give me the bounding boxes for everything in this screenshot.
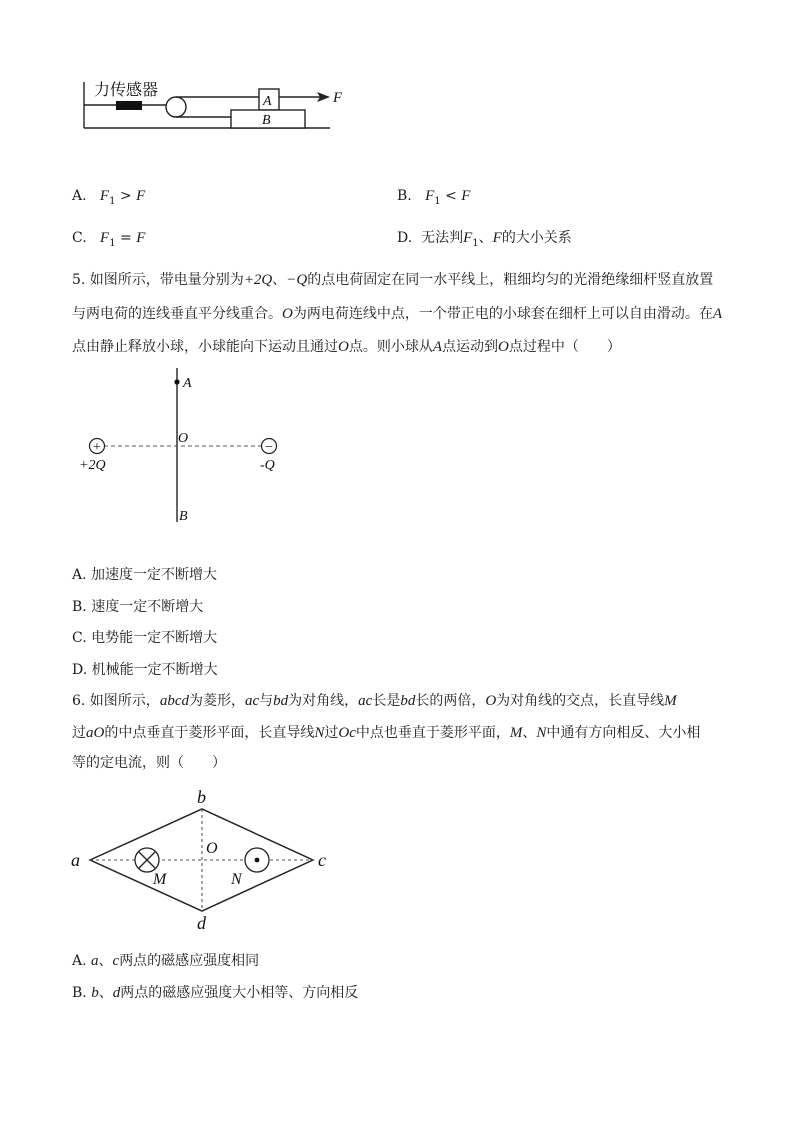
operator: >: [115, 188, 137, 204]
label-c: c: [318, 850, 326, 870]
pulley: [166, 97, 186, 117]
label-B: B: [179, 509, 188, 524]
text: 过: [324, 725, 339, 741]
charge-neg: −Q: [286, 272, 308, 288]
var: N: [314, 725, 325, 741]
var-F: F: [463, 230, 473, 246]
text: 、: [522, 725, 537, 741]
var: bd: [400, 693, 416, 709]
text: 为两电荷连线中点，一个带正电的小球套在细杆上可以自由滑动。在: [292, 306, 713, 322]
minus-sign: −: [265, 440, 273, 455]
plus-sign: +: [93, 440, 101, 455]
text: 长的两倍，: [415, 693, 486, 709]
text: 中通有方向相反、大小相: [546, 725, 701, 741]
option-text: 的大小关系: [501, 230, 572, 246]
q6-stem-line-2: [72, 723, 700, 743]
q4-option-b[interactable]: [397, 186, 470, 212]
option-text: 、: [478, 230, 493, 246]
label-A: A: [183, 376, 192, 391]
label-O: O: [206, 840, 218, 857]
option-letter: B.: [72, 985, 92, 1001]
var: M: [509, 725, 523, 741]
text: 点过程中（ ）: [508, 339, 621, 355]
text: 6. 如图所示，: [72, 693, 160, 709]
var: ac: [358, 693, 373, 709]
text: 中点也垂直于菱形平面，: [355, 725, 510, 741]
point-d: d: [112, 985, 121, 1001]
q5-stem-line-2: [72, 304, 722, 324]
q5-figure: [72, 362, 292, 530]
option-letter: A.: [72, 953, 92, 969]
text: 点运动到: [442, 339, 499, 355]
var-F: F: [100, 230, 110, 246]
text: 的中点垂直于菱形平面，长直导线: [104, 725, 315, 741]
point-b: b: [91, 985, 99, 1001]
point-a-dot: [174, 379, 179, 384]
var: abcd: [159, 693, 189, 709]
operator: <: [440, 188, 462, 204]
text: 两点的磁感应强度大小相等、方向相反: [120, 985, 359, 1001]
label-M: M: [153, 871, 167, 888]
label-neg: -Q: [260, 458, 275, 473]
text: 长是: [372, 693, 401, 709]
q4-option-c[interactable]: [72, 228, 145, 254]
text: 为对角线的交点，长直导线: [496, 693, 665, 709]
point-O: O: [282, 306, 293, 322]
subscript: 1: [109, 195, 116, 207]
text: 点。则小球从: [348, 339, 433, 355]
var: O: [485, 693, 497, 709]
block-b-label: B: [262, 113, 271, 128]
q5-option-c[interactable]: C. 电势能一定不断增大: [72, 630, 218, 646]
q5-stem-line-3: [72, 337, 621, 357]
q5-option-d[interactable]: D. 机械能一定不断增大: [72, 662, 218, 678]
operator: =: [115, 230, 137, 246]
var: bd: [273, 693, 289, 709]
var: M: [664, 693, 677, 709]
q4-option-d[interactable]: [397, 228, 572, 254]
var: aO: [86, 725, 105, 741]
text: 、: [98, 985, 113, 1001]
q6-option-a[interactable]: [72, 951, 259, 971]
var-F: F: [461, 188, 471, 204]
text: 、: [272, 272, 287, 288]
force-sensor: [116, 101, 142, 110]
var: N: [536, 725, 547, 741]
q6-stem-line-3: 等的定电流，则（ ）: [72, 755, 226, 771]
var: ac: [244, 693, 260, 709]
var-F: F: [136, 230, 146, 246]
q5-option-b[interactable]: B. 速度一定不断增大: [72, 599, 204, 615]
text: 为对角线，: [288, 693, 359, 709]
wire-n-dot: [255, 858, 260, 863]
label-d: d: [197, 913, 206, 933]
block-a-label: A: [263, 94, 272, 109]
q6-option-b[interactable]: [72, 983, 358, 1003]
point-A: A: [712, 306, 723, 322]
option-letter: B.: [397, 188, 412, 204]
option-letter: D.: [397, 230, 413, 246]
option-letter: C.: [72, 230, 87, 246]
q5-option-a[interactable]: A. 加速度一定不断增大: [72, 567, 218, 583]
text: 、: [98, 953, 113, 969]
option-letter: A.: [72, 188, 87, 204]
label-b: b: [197, 787, 206, 807]
charge-pos: +2Q: [243, 272, 273, 288]
subscript: 1: [109, 237, 116, 249]
point-c: c: [112, 953, 120, 969]
text: 5. 如图所示，带电量分别为: [72, 272, 244, 288]
text: 与: [259, 693, 274, 709]
label-O: O: [178, 431, 189, 446]
sensor-label: 力传感器: [94, 80, 159, 99]
q6-figure: [68, 786, 338, 936]
subscript: 1: [472, 237, 479, 249]
point-O: O: [498, 339, 509, 355]
text: 与两电荷的连线垂直平分线重合。: [72, 306, 282, 322]
q5-stem-line-1: [72, 270, 713, 290]
label-pos: +2Q: [79, 458, 106, 473]
var-F: F: [425, 188, 435, 204]
var-F: F: [136, 188, 146, 204]
label-a: a: [71, 850, 80, 870]
option-text: 无法判: [421, 230, 464, 246]
text: 为菱形，: [188, 693, 245, 709]
force-label: F: [333, 90, 342, 106]
q4-figure: [72, 72, 342, 134]
subscript: 1: [434, 195, 441, 207]
q4-option-a[interactable]: [72, 186, 145, 212]
var: Oc: [338, 725, 356, 741]
text: 过: [72, 725, 86, 741]
q6-stem-line-1: [72, 691, 677, 711]
var-F: F: [99, 188, 110, 204]
text: 的点电荷固定在同一水平线上，粗细均匀的光滑绝缘细杆竖直放置: [307, 272, 714, 288]
text: 两点的磁感应强度相同: [119, 953, 260, 969]
var-F: F: [492, 230, 502, 246]
point-A: A: [432, 339, 443, 355]
point-O: O: [338, 339, 349, 355]
text: 点由静止释放小球，小球能向下运动且通过: [72, 339, 338, 355]
point-a: a: [91, 953, 99, 969]
label-N: N: [231, 871, 242, 888]
